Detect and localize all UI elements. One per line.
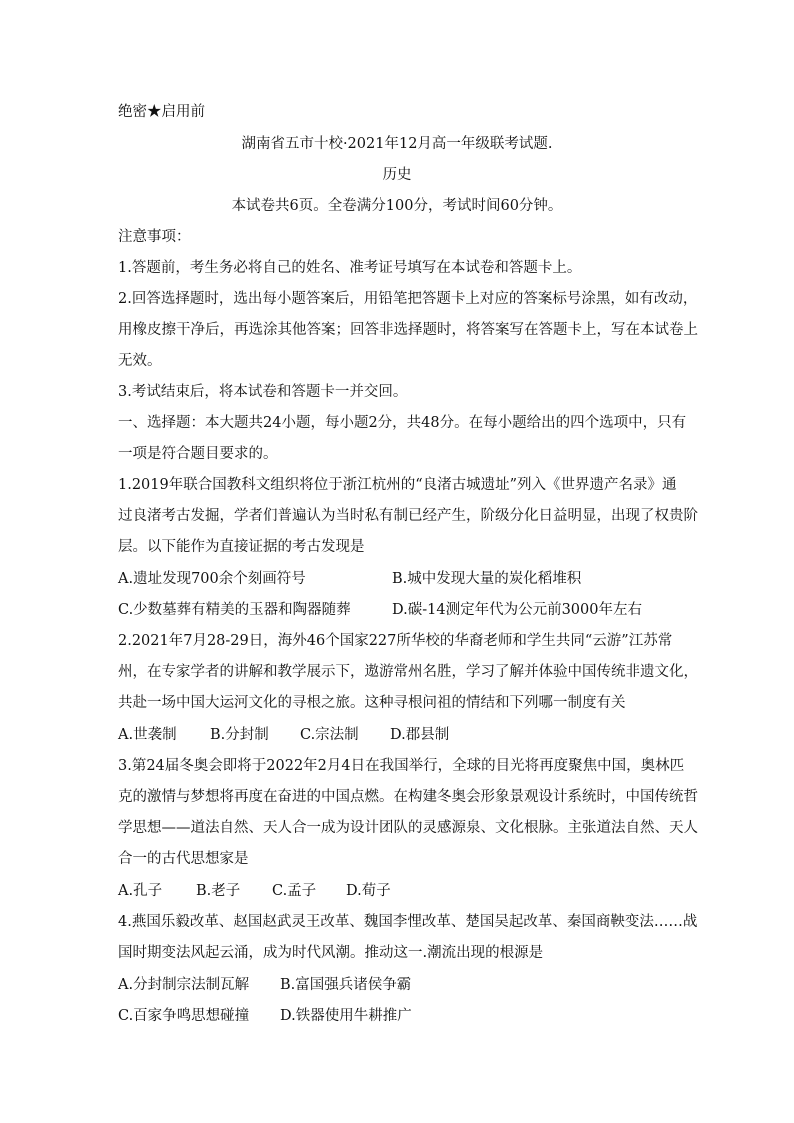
- question-3-option-c: C.孟子: [272, 883, 317, 899]
- subject-title: 历史: [382, 167, 412, 183]
- question-4-option-b: B.富国强兵诸侯争霸: [280, 977, 412, 993]
- question-3-text: 3.第24届冬奥会即将于2022年2月4日在我国举行，全球的目光将再度聚焦中国，奥林匹: [118, 758, 685, 774]
- question-2-text: 2.2021年7月28-29日，海外46个国家227所华校的华裔老师和学生共同“云游”江苏常: [118, 633, 673, 649]
- question-2-text: 州，在专家学者的讲解和教学展示下，遨游常州名胜，学习了解并体验中国传统非遗文化，: [118, 664, 698, 680]
- notes-heading: 注意事项：: [118, 229, 191, 245]
- question-1-option-b: B.城中发现大量的炭化稻堆积: [392, 571, 582, 587]
- question-1-text: 1.2019年联合国教科文组织将位于浙江杭州的“良渚古城遗址”列入《世界遗产名录》通: [118, 477, 677, 493]
- section-heading: 一项是符合题目要求的。: [118, 446, 278, 462]
- question-1-option-d: D.碳-14测定年代为公元前3000年左右: [392, 602, 642, 618]
- exam-title: 湖南省五市十校·2021年12月高一年级联考试题.: [241, 136, 553, 152]
- confidential-label: 绝密★启用前: [118, 104, 205, 120]
- note-line: 1.答题前，考生务必将自己的姓名、准考证号填写在本试卷和答题卡上。: [118, 260, 582, 276]
- question-3-text: 合一的古代思想家是: [118, 851, 249, 867]
- question-3-option-d: D.荀子: [346, 883, 391, 899]
- question-1-option-c: C.少数墓葬有精美的玉器和陶器随葬: [118, 602, 351, 618]
- question-4-text: 国时期变法风起云涌，成为时代风潮。推动这一.潮流出现的根源是: [118, 945, 544, 961]
- question-3-option-a: A.孔子: [118, 883, 163, 899]
- question-4-text: 4.燕国乐毅改革、赵国赵武灵王改革、魏国李悝改革、楚国吴起改革、秦国商鞅变法……战: [118, 914, 698, 930]
- section-heading: 一、选择题：本大题共24小题，每小题2分，共48分。在每小题给出的四个选项中，只有: [118, 415, 687, 431]
- question-3-text: 学思想——道法自然、天人合一成为设计团队的灵感源泉、文化根脉。主张道法自然、天人: [118, 820, 698, 836]
- question-1-text: 层。以下能作为直接证据的考古发现是: [118, 539, 365, 555]
- question-3-text: 克的激情与梦想将再度在奋进的中国点燃。在构建冬奥会形象景观设计系统时，中国传统哲: [118, 789, 698, 805]
- question-2-option-d: D.郡县制: [390, 727, 450, 743]
- question-4-option-a: A.分封制宗法制瓦解: [118, 977, 250, 993]
- question-3-option-b: B.老子: [196, 883, 241, 899]
- note-line: 无效。: [118, 353, 162, 369]
- note-line: 用橡皮擦干净后，再选涂其他答案；回答非选择题时，将答案写在答题卡上，写在本试卷上: [118, 322, 698, 338]
- note-line: 3.考试结束后，将本试卷和答题卡一并交回。: [118, 384, 408, 400]
- question-2-option-a: A.世袭制: [118, 727, 177, 743]
- question-1-text: 过良渚考古发掘，学者们普遍认为当时私有制已经产生，阶级分化日益明显，出现了权贵阶: [118, 508, 698, 524]
- question-2-option-b: B.分封制: [210, 727, 269, 743]
- exam-info: 本试卷共6页。全卷满分100分，考试时间60分钟。: [231, 198, 563, 214]
- question-4-option-c: C.百家争鸣思想碰撞: [118, 1008, 250, 1024]
- note-line: 2.回答选择题时，选出每小题答案后，用铅笔把答题卡上对应的答案标号涂黑，如有改动，: [118, 291, 698, 307]
- question-2-option-c: C.宗法制: [300, 727, 359, 743]
- question-1-option-a: A.遗址发现700余个刻画符号: [118, 571, 306, 587]
- question-4-option-d: D.铁器使用牛耕推广: [280, 1008, 412, 1024]
- question-2-text: 共赴一场中国大运河文化的寻根之旅。这种寻根问祖的情结和下列哪一制度有关: [118, 695, 626, 711]
